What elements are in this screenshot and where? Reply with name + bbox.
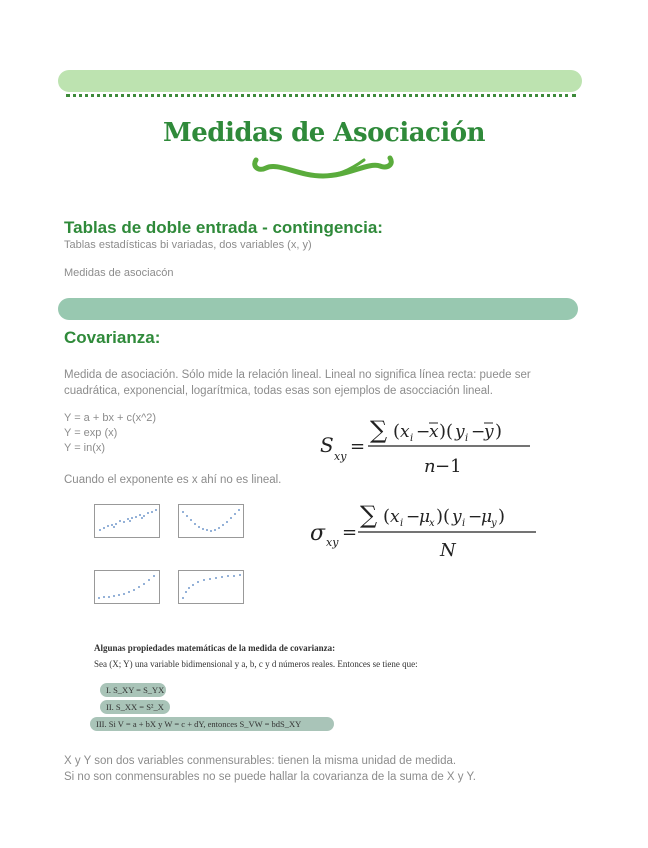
closing-line-2: Si no son conmensurables no se puede hallar la covarianza de la suma de X y Y. xyxy=(64,771,476,783)
svg-text:n: n xyxy=(424,456,436,477)
svg-text:∑: ∑ xyxy=(370,416,388,444)
svg-text:y: y xyxy=(455,422,465,442)
section-heading-contingencia: Tablas de doble entrada - contingencia: xyxy=(64,218,383,237)
svg-text:i: i xyxy=(400,518,404,529)
svg-text:): ) xyxy=(498,506,506,527)
svg-text:μ: μ xyxy=(481,507,493,527)
svg-text:−: − xyxy=(416,422,431,442)
svg-text:σ: σ xyxy=(310,521,326,546)
scatter-thumbnail-quadratic xyxy=(178,504,244,538)
svg-text:(: ( xyxy=(393,421,401,442)
svg-text:∑: ∑ xyxy=(360,501,378,529)
svg-text:y: y xyxy=(484,422,494,442)
asociacion-label: Medidas de asociacón xyxy=(64,267,174,279)
svg-text:S: S xyxy=(320,433,334,457)
population-covariance-formula xyxy=(306,496,542,564)
section-heading-covarianza: Covarianza: xyxy=(64,328,161,347)
exponent-note: Cuando el exponente es x ahí no es lineal. xyxy=(64,474,282,486)
property-1: I. S_XY = S_YX xyxy=(106,685,165,695)
svg-text:i: i xyxy=(462,518,466,529)
svg-text:y: y xyxy=(491,518,497,529)
svg-text:): ) xyxy=(495,421,503,442)
svg-text:y: y xyxy=(452,507,462,527)
closing-line-1: X y Y son dos variables conmensurables: tienen la misma unidad de medida. xyxy=(64,755,457,767)
svg-text:=: = xyxy=(342,522,358,543)
svg-text:x: x xyxy=(429,422,439,442)
svg-text:−1: −1 xyxy=(435,456,462,477)
dotted-divider xyxy=(66,94,576,97)
equation-exponential: Y = exp (x) xyxy=(64,427,118,439)
svg-text:xy: xy xyxy=(326,536,339,549)
header-bar xyxy=(58,70,582,92)
equation-quadratic: Y = a + bx + c(x^2) xyxy=(64,412,157,424)
covarianza-paragraph-line1: Medida de asociación. Sólo mide la relación lineal. Lineal no significa línea recta: puede ser xyxy=(64,369,531,381)
property-pill-2 xyxy=(100,700,170,714)
scatter-thumbnail-exponential xyxy=(94,570,160,604)
section-divider-bar xyxy=(58,298,578,320)
svg-text:i: i xyxy=(465,433,469,444)
svg-text:=: = xyxy=(350,436,366,457)
property-pill-1 xyxy=(100,683,166,697)
svg-text:−: − xyxy=(468,507,483,527)
contingencia-description: Tablas estadísticas bi variadas, dos variables (x, y) xyxy=(64,239,312,251)
svg-text:−: − xyxy=(406,507,421,527)
properties-intro: Sea (X; Y) una variable bidimensional y a, b, c y d números reales. Entonces se tiene que: xyxy=(94,659,418,669)
property-pill-3 xyxy=(90,717,334,731)
page-title: Medidas de Asociación xyxy=(162,118,486,148)
decorative-swirl-icon xyxy=(248,146,398,180)
sample-covariance-formula xyxy=(318,412,538,480)
scatter-thumbnail-linear xyxy=(94,504,160,538)
svg-text:i: i xyxy=(410,433,414,444)
svg-text:)(: )( xyxy=(436,506,451,527)
scatter-thumbnail-logarithmic xyxy=(178,570,244,604)
svg-text:xy: xy xyxy=(334,450,347,463)
svg-text:N: N xyxy=(440,540,456,561)
svg-text:μ: μ xyxy=(419,507,431,527)
svg-text:x: x xyxy=(429,518,435,529)
property-3: III. Si V = a + bX y W = c + dY, entonces S_VW = bdS_XY xyxy=(96,719,302,729)
equation-log: Y = in(x) xyxy=(64,442,106,454)
svg-text:(: ( xyxy=(383,506,391,527)
properties-title: Algunas propiedades matemáticas de la medida de covarianza: xyxy=(94,643,336,653)
svg-text:−: − xyxy=(471,422,486,442)
svg-text:x: x xyxy=(390,507,400,527)
covarianza-paragraph-line2: cuadrática, exponencial, logarítmica, todas esas son ejemplos de asocciación lineal. xyxy=(64,385,493,397)
property-2: II. S_XX = S²_X xyxy=(106,702,164,712)
svg-text:)(: )( xyxy=(439,421,454,442)
svg-text:x: x xyxy=(400,422,410,442)
